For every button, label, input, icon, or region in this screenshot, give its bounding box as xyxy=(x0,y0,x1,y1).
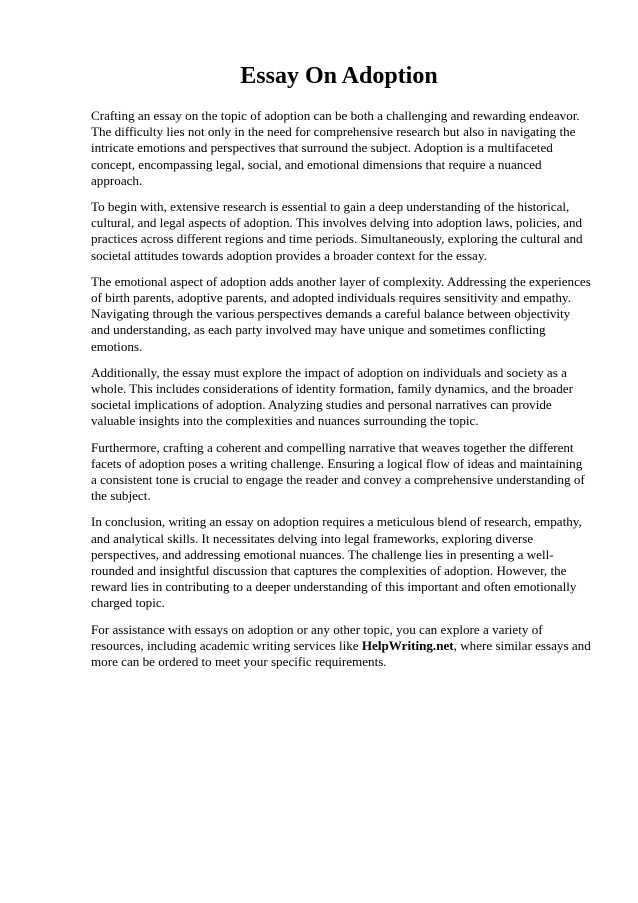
closing-paragraph xyxy=(91,622,591,671)
closing-text-before: For assistance with essays on adoption or any other topic, you can explore a variety of resources, including academic writing services like xyxy=(91,621,543,653)
paragraph-6: In conclusion, writing an essay on adoption requires a meticulous blend of research, empathy, and analytical skills. It necessitates delving into legal frameworks, exploring diverse perspectives, and addressing emotional nuances. The challenge lies in presenting a well-rounded and insightful discussion that captures the complexities of adoption. However, the reward lies in contributing to a deeper understanding of this important and often emotionally charged topic. xyxy=(91,514,582,611)
paragraph-3: The emotional aspect of adoption adds another layer of complexity. Addressing the experiences of birth parents, adoptive parents, and adopted individuals requires sensitivity and empathy. Navigating through the various perspectives demands a careful balance between objectivity and understanding, as each party involved may have unique and sometimes conflicting emotions. xyxy=(91,273,591,354)
brand-link[interactable]: HelpWriting.net xyxy=(361,637,454,653)
closing-text-after: , where similar essays and more can be ordered to meet your specific requirements. xyxy=(91,637,591,670)
essay-body xyxy=(91,108,591,680)
paragraph-2: To begin with, extensive research is essential to gain a deep understanding of the historical, cultural, and legal aspects of adoption. This involves delving into adoption laws, policies, and practices across different regions and time periods. Simultaneously, exploring the cultural and societal attitudes towards adoption provides a broader context for the essay. xyxy=(91,199,583,263)
paragraph-4: Additionally, the essay must explore the impact of adoption on individuals and society as a whole. This includes considerations of identity formation, family dynamics, and the broader societal implications of adoption. Analyzing studies and personal narratives can provide valuable insights into the complexities and nuances surrounding the topic. xyxy=(91,364,573,429)
paragraph-1: Crafting an essay on the topic of adoption can be both a challenging and rewarding endeavor. The difficulty lies not only in the need for comprehensive research but also in navigating the intricate emotions and perspectives that surround the subject. Adoption is a multifaceted concept, encompassing legal, social, and emotional dimensions that require a nuanced approach. xyxy=(91,108,580,188)
paragraph-5: Furthermore, crafting a coherent and compelling narrative that weaves together the different facets of adoption poses a writing challenge. Ensuring a logical flow of ideas and maintaining a consistent tone is crucial to engage the reader and convey a comprehensive understanding of the subject. xyxy=(91,439,585,504)
page-title: Essay On Adoption xyxy=(240,63,438,89)
